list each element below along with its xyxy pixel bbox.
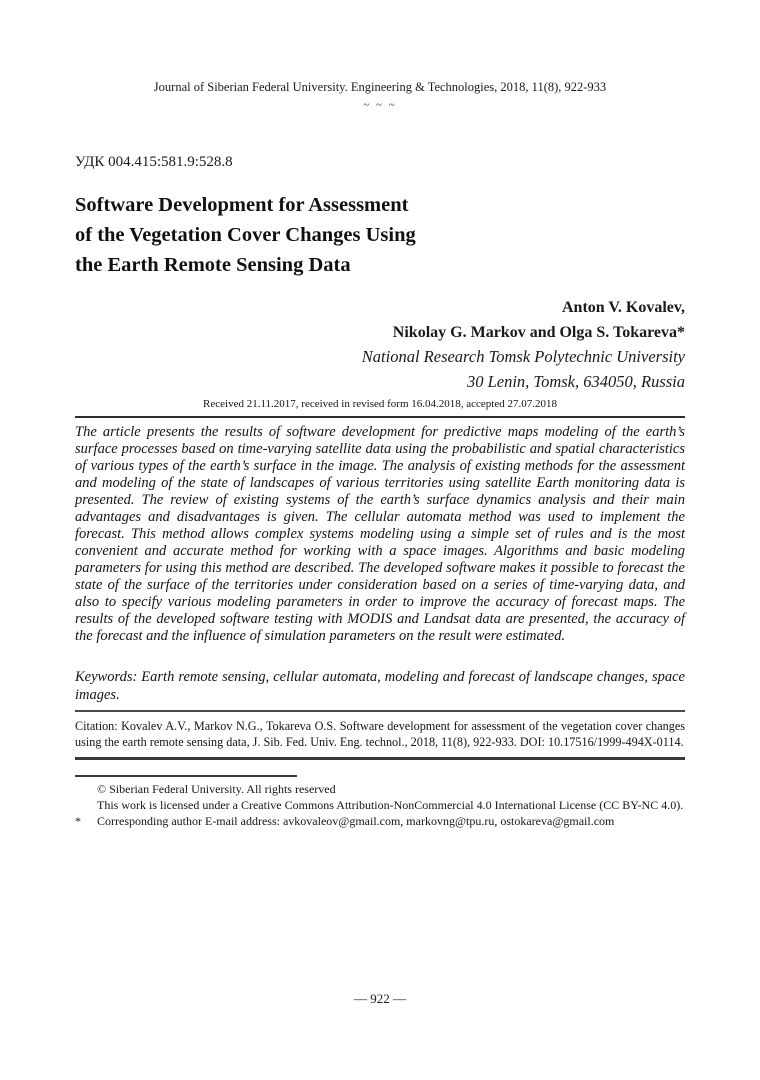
footnote-asterisk-marker: * [75,814,81,828]
author-line-1: Anton V. Kovalev, [562,299,685,316]
copyright-note: © Siberian Federal University. All rights reserved [97,782,336,796]
license-note: This work is licensed under a Creative Commons Attribution-NonCommercial 4.0 International License (CC BY-NC 4.0). [97,798,684,812]
corresponding-author-note [75,813,685,829]
received-dates-line: Received 21.11.2017, received in revised form 16.04.2018, accepted 27.07.2018 [203,398,557,410]
footnotes-block [75,775,685,829]
author-line-2: Nikolay G. Markov and Olga S. Tokareva* [392,323,685,341]
article-title [75,190,635,280]
article-title-line-2: of the Vegetation Cover Changes Using [75,224,416,246]
header-ornament: ~ ~ ~ [363,99,397,111]
affiliation: National Research Tomsk Polytechnic University [361,347,685,366]
affiliation-address: 30 Lenin, Tomsk, 634050, Russia [466,371,685,391]
article-title-line-1: Software Development for Assessment [75,194,409,216]
authors-block [125,296,685,394]
article-title-line-3: the Earth Remote Sensing Data [75,254,351,276]
keywords-text: Keywords: Earth remote sensing, cellular automata, modeling and forecast of landscape changes, space images. [75,669,685,703]
corresponding-author-text: Corresponding author E-mail address: avkovaleov@gmail.com, markovng@tpu.ru, ostokareva@gmail.com [97,814,615,828]
running-head: Journal of Siberian Federal University. Engineering & Technologies, 2018, 11(8), 922-933 [153,80,607,94]
divider-below-received [75,416,685,418]
footnote-divider [75,775,297,777]
divider-below-citation [75,757,685,760]
abstract-text: The article presents the results of software development for predictive maps modeling of the earth’s surface processes based on time-varying satellite data using the probabilistic and spatial characteristics of various types of the earth’s surface in the image. The analysis of existing methods for the assessment and modeling of the state of landscapes of various territories using satellite Earth monitoring data is presented. The review of existing systems of the earth’s surface dynamics analysis and their main advantages and disadvantages is given. The cellular automata method was used to implement the forecast. This method allows complex systems modeling using a simple set of rules and is the most convenient and accurate method for working with a space images. Algorithms and basic modeling parameters for using this method are described. The developed software makes it possible to forecast the state of the surface of the territories under consideration based on a series of time-varying data, and also to specify various modeling parameters in order to improve the accuracy of forecast maps. The results of the developed software testing with MODIS and Landsat data are presented, the accuracy of the forecast and the influence of simulation parameters on the result were estimated. [75,424,685,644]
page-number: — 922 — [354,991,406,1006]
udc-code: УДК 004.415:581.9:528.8 [75,154,233,170]
divider-above-citation [75,710,685,712]
citation-text: Citation: Kovalev A.V., Markov N.G., Tokareva O.S. Software development for assessment of the vegetation cover changes using the earth remote sensing data, J. Sib. Fed. Univ. Eng. technol., 2018, 11(8), 922-933. DOI: 10.17516/1999-494X-0114. [75,719,685,749]
